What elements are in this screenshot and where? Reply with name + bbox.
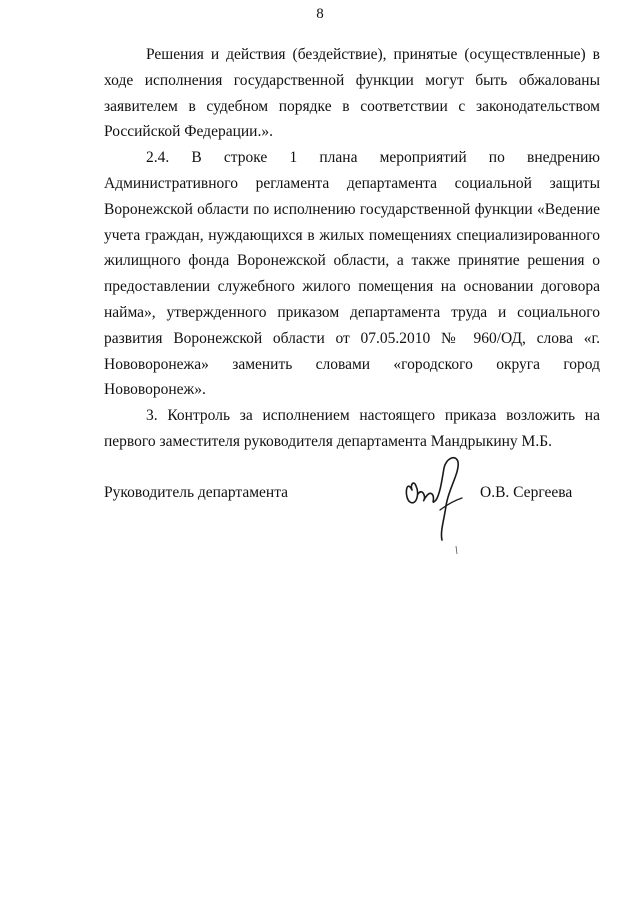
signatory-title: Руководитель департамента [104, 484, 289, 501]
handwritten-signature [400, 450, 480, 560]
paragraph-2-4: 2.4. В строке 1 плана мероприятий по внедрению Административного регламента департамента социальной защиты Воронежской области по исполнению государственной функции «Ведение учета граждан, нуждающихся в жилых помещениях специализированного жилищного фонда Воронежской области, а также принятие решения о предоставлении служебного жилого помещения на основании договора найма», утвержденного приказом департамента труда и социального развития Воронежской области от 07.05.2010 № 960/ОД, слова «г. Нововоронежа» заменить словами «городского округа город Нововоронеж». [104, 149, 600, 399]
signatory-name: О.В. Сергеева [480, 484, 573, 501]
page-number: 8 [316, 6, 324, 22]
document-body [104, 42, 600, 455]
paragraph-3: 3. Контроль за исполнением настоящего приказа возложить на первого заместителя руководителя департамента Мандрыкину М.Б. [104, 407, 600, 450]
paragraph-appeal: Решения и действия (бездействие), принятые (осуществленные) в ходе исполнения государственной функции могут быть обжалованы заявителем в судебном порядке в соответствии с законодательством Российской Федерации.». [104, 46, 600, 141]
signature-block [104, 480, 600, 570]
